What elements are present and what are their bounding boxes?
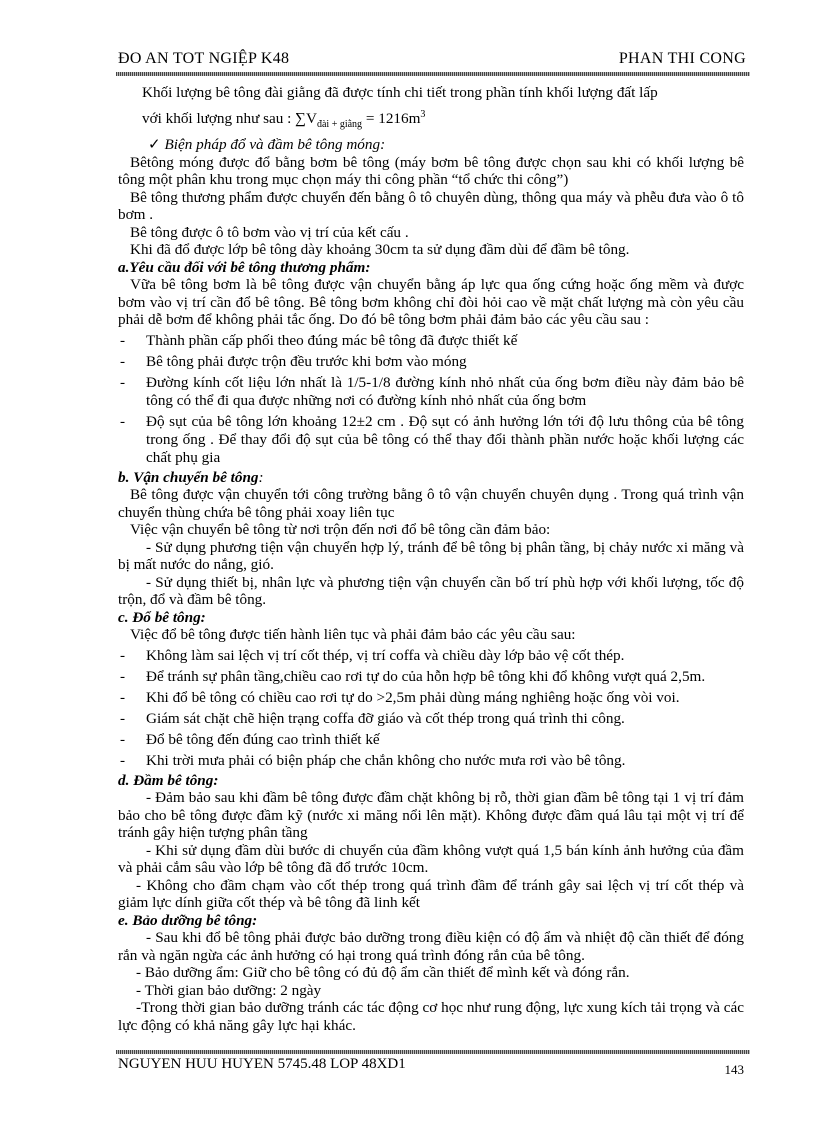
method-paragraph-1: Bêtông móng được đổ bằng bơm bê tông (máy bơm bê tông được chọn sau khi có khối lượng bê tông một phân khu trong mục chọn máy thi công phần “tổ chức thi công”) — [118, 153, 744, 189]
page-header — [118, 50, 746, 70]
list-item: - Đường kính cốt liệu lớn nhất là 1/5-1/8 đường kính nhỏ nhất của ống bơm điều này đảm bảo bê tông có thể đi qua được những nơi có đường kính nhỏ nhất của ống bơm — [118, 374, 744, 410]
section-e-paragraph-3: - Thời gian bảo dưỡng: 2 ngày — [136, 981, 322, 999]
section-e-paragraph-2: - Bảo dưỡng ẩm: Giữ cho bê tông có đủ độ ẩm cần thiết để mình kết và đóng rắn. — [136, 964, 630, 982]
section-d-paragraph-3: - Không cho đầm chạm vào cốt thép trong quá trình đầm để tránh gây sai lệch vị trí cốt thép và giảm lực dính giữa cốt thép và bê tông đã linh kết — [118, 876, 744, 912]
header-title-right: PHAN THI CONG — [618, 50, 746, 67]
method-heading — [118, 136, 744, 154]
list-item: - Đổ bê tông đến đúng cao trình thiết kế — [118, 731, 744, 749]
section-a-title: a.Yêu cầu đối với bê tông thương phẩm: — [118, 258, 371, 276]
section-b-paragraph-3: - Sử dụng phương tiện vận chuyển hợp lý, tránh để bê tông bị phân tầng, bị chảy nước xi măng và bị mất nước do nắng, gió. — [118, 538, 744, 574]
intro-line-1: Khối lượng bê tông đài giằng đã được tính chi tiết trong phần tính khối lượng đất lấp — [142, 84, 658, 101]
section-e-paragraph-1: - Sau khi đổ bê tông phải được bảo dưỡng trong điều kiện có độ ẩm và nhiệt độ cần thiết để đóng rắn và ngăn ngừa các ảnh hưởng có hại trong quá trình đóng rắn của bê tông. — [118, 929, 744, 964]
page-body — [118, 82, 744, 1034]
section-c-list — [118, 647, 744, 770]
footer-rule — [116, 1050, 750, 1054]
section-d-paragraph-2: - Khi sử dụng đầm dùi bước di chuyển của đầm không vượt quá 1,5 bán kính ảnh hưởng của đầm và phải cắm sâu vào lớp bê tông đã đổ trước 10cm. — [118, 841, 744, 877]
method-paragraph-3: Bê tông được ô tô bơm vào vị trí của kết cấu . — [130, 223, 409, 241]
section-e-paragraph-4: -Trong thời gian bảo dưỡng tránh các tác động cơ học như rung động, lực xung kích tải trọng và các lực động có khả năng gây lực hại khác. — [118, 999, 744, 1034]
list-item: - Không làm sai lệch vị trí cốt thép, vị trí coffa và chiều dày lớp bảo vệ cốt thép. — [118, 647, 744, 665]
list-item: - Độ sụt của bê tông lớn khoảng 12±2 cm . Độ sụt có ảnh hưởng lớn tới độ lưu thông của bê tông trong ống . Để thay đổi độ sụt của bê tông có thể thay đổi thành phần nước hoặc khối lượng các chất phụ gia — [118, 413, 744, 467]
checkmark-icon: ✓ — [148, 136, 161, 154]
volume-value: = 1216m — [362, 110, 421, 128]
section-e-title: e. Bảo dưỡng bê tông: — [118, 911, 258, 929]
section-b-paragraph-2: Việc vận chuyển bê tông từ nơi trộn đến nơi đổ bê tông cần đảm bảo: — [130, 521, 551, 539]
list-item: - Giám sát chặt chẽ hiện trạng coffa đỡ giáo và cốt thép trong quá trình thi công. — [118, 710, 744, 728]
method-paragraph-2: Bê tông thương phẩm được chuyển đến bằng ô tô chuyên dùng, thông qua máy và phễu đưa vào ô tô bơm . — [118, 188, 744, 224]
section-b-heading — [118, 469, 744, 487]
header-title-left: ĐO AN TOT NGIỆP K48 — [118, 50, 290, 67]
section-b-paragraph-4: - Sử dụng thiết bị, nhân lực và phương tiện vận chuyển cần bố trí phù hợp với khối lượng, tốc độ trộn, đổ và đầm bê tông. — [118, 573, 744, 609]
section-c-title: c. Đổ bê tông: — [118, 608, 206, 626]
section-b-title: b. Vận chuyển bê tông — [118, 468, 259, 486]
intro-line-2 — [118, 104, 744, 136]
section-a-list — [118, 332, 744, 467]
section-b-colon: : — [258, 468, 264, 486]
list-item: - Bê tông phải được trộn đều trước khi bơm vào móng — [118, 353, 744, 371]
section-d-title: d. Đầm bê tông: — [118, 771, 219, 789]
section-d-paragraph-1: - Đảm bảo sau khi đầm bê tông được đầm chặt không bị rỗ, thời gian đầm bê tông tại 1 vị trí đảm bảo cho bê tông được đầm kỹ (nước xi măng nổi lên mặt). Không được đầm quá lâu tại một vị trí để tránh gây hiện tượng phân tầng — [118, 789, 744, 842]
volume-subscript: đài + giằng — [316, 119, 363, 131]
page-number: 143 — [724, 1062, 744, 1077]
section-a-intro: Vữa bê tông bơm là bê tông được vận chuyển bằng áp lực qua ống cứng hoặc ống mềm và được bơm vào vị trí cần đổ bê tông. Bê tông bơm không chỉ đòi hỏi cao về mặt chất lượng mà còn yêu cầu phải dễ bơm để không phải tắc ống. Do đó bê tông bơm phải đảm bảo các yêu cầu sau : — [118, 276, 744, 329]
section-c-intro: Việc đổ bê tông được tiến hành liên tục và phải đảm bảo các yêu cầu sau: — [130, 626, 576, 644]
method-title: Biện pháp đổ và đầm bê tông móng: — [164, 136, 386, 154]
volume-superscript: 3 — [420, 109, 426, 120]
header-rule — [116, 72, 750, 76]
list-item: - Khi trời mưa phải có biện pháp che chắn không cho nước mưa rơi vào bê tông. — [118, 752, 744, 770]
list-item: - Thành phần cấp phối theo đúng mác bê tông đã được thiết kế — [118, 332, 744, 350]
method-paragraph-4: Khi đã đổ được lớp bê tông dày khoảng 30cm ta sử dụng đầm dùi để đầm bê tông. — [130, 241, 630, 259]
section-b-paragraph-1: Bê tông được vận chuyển tới công trường bằng ô tô vận chuyển chuyên dụng . Trong quá trình vận chuyển thùng chứa bê tông phải xoay liên tục — [118, 486, 744, 521]
volume-label: với khối lượng như sau : ∑V — [142, 110, 317, 128]
footer-author: NGUYEN HUU HUYEN 5745.48 LOP 48XD1 — [118, 1056, 406, 1072]
list-item: - Để tránh sự phân tầng,chiều cao rơi tự do của hỗn hợp bê tông khi đổ không vượt quá 2,5m. — [118, 668, 744, 686]
list-item: - Khi đổ bê tông có chiều cao rơi tự do >2,5m phải dùng máng nghiêng hoặc ống vòi voi. — [118, 689, 744, 707]
